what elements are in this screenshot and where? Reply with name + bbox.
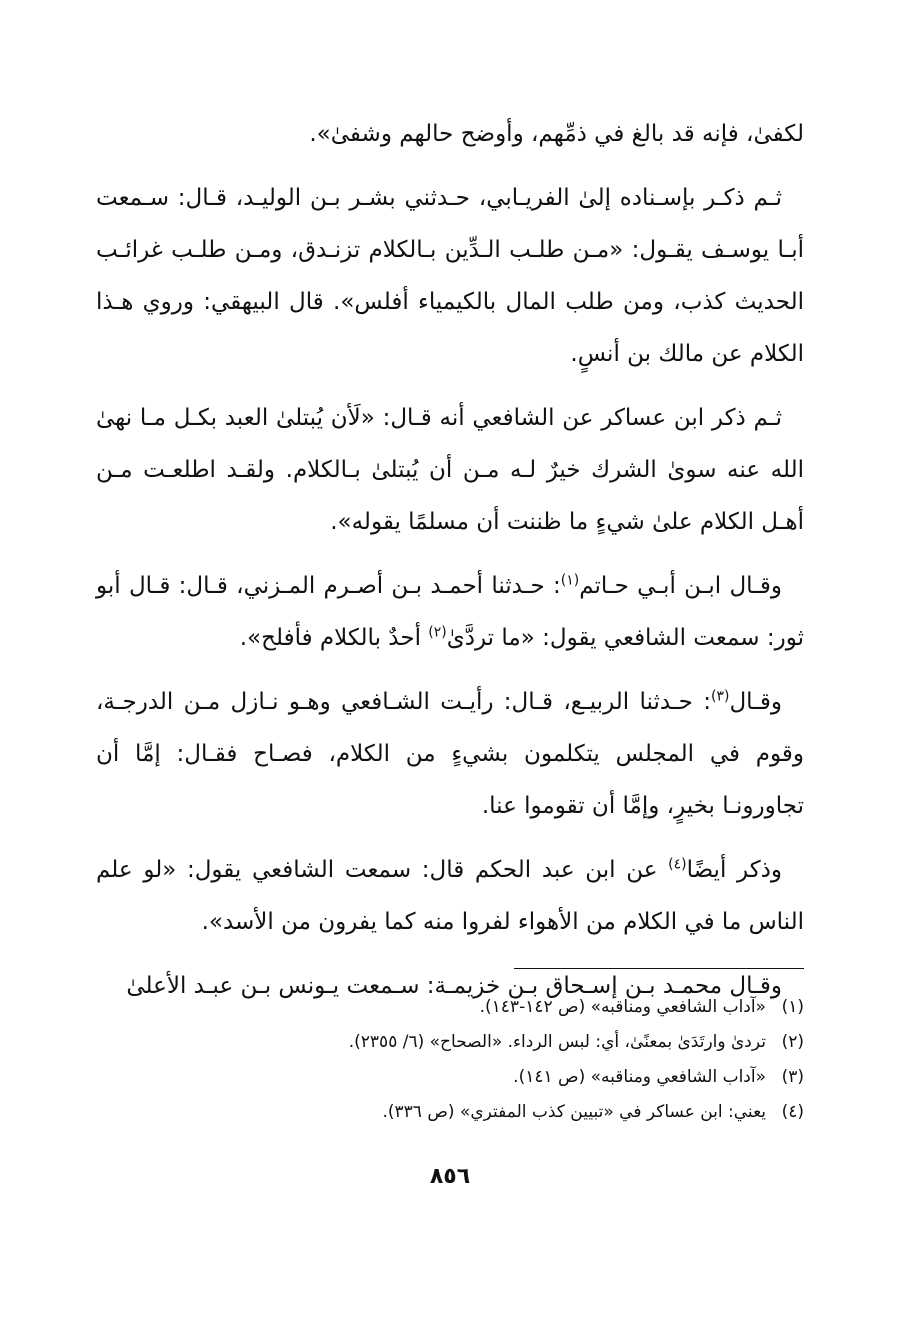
footnote-ref-1: (١): [560, 572, 580, 589]
footnote-3: [96, 1060, 804, 1095]
footnote-1: [96, 990, 804, 1025]
footnote-divider: [514, 968, 804, 969]
footnote-2: [96, 1025, 804, 1060]
page-number: ٨٥٦: [429, 1164, 471, 1189]
main-text: [96, 108, 804, 1024]
footnotes: [96, 990, 804, 1130]
paragraph-5-text-a: وقـال: [729, 689, 782, 715]
footnote-text: «آداب الشافعي ومناقبه» (ص ١٤٢-١٤٣).: [479, 997, 766, 1017]
footnote-ref-3: (٣): [710, 688, 730, 705]
paragraph-3: ثـم ذكر ابن عساكر عن الشافعي أنه قـال: «لَأن يُبتلىٰ العبد بكـل مـا نهىٰ الله عنه سوىٰ الشرك خيرٌ لـه مـن أن يُبتلىٰ بـالكلام. ولقـد اطلعـت مـن أهـل الكلام علىٰ شيءٍ ما ظننت أن مسلمًا يقوله».: [96, 405, 804, 535]
paragraph-4: [96, 560, 804, 664]
footnote-number: (٣): [781, 1067, 804, 1087]
paragraph-4-text-a: وقـال ابـن أبـي حـاتم: [579, 573, 782, 599]
paragraph-5: [96, 676, 804, 832]
footnote-number: (٤): [781, 1102, 804, 1122]
paragraph-1: لكفىٰ، فإنه قد بالغ في ذمِّهم، وأوضح حالهم وشفىٰ».: [309, 121, 804, 147]
footnote-text: «آداب الشافعي ومناقبه» (ص ١٤١).: [513, 1067, 766, 1087]
paragraph-6-text-a: وذكر أيضًا: [686, 857, 782, 883]
paragraph-4-text-b: : حـدثنا أحمـد بـن أصـرم المـزني، قـال: قـال أبو ثور: سمعت الشافعي يقول: «ما تردَّىٰ: [96, 573, 804, 651]
paragraph-4-text-c: أحدٌ بالكلام فأفلح».: [239, 625, 429, 651]
footnote-ref-4: (٤): [668, 856, 687, 873]
footnote-4: [96, 1095, 804, 1130]
footnote-number: (٢): [781, 1032, 804, 1052]
footnote-text: تردىٰ وارتَدَىٰ بمعنًىٰ، أي: لبس الرداء. «الصحاح» (٦/ ٢٣٥٥).: [348, 1032, 766, 1052]
paragraph-2: ثـم ذكـر بإسـناده إلىٰ الفريـابي، حـدثني بشـر بـن الوليـد، قـال: سـمعت أبـا يوسـف يقـول: «مـن طلـب الـدِّين بـالكلام تزنـدق، ومـن طلـب غرائـب الحديث كذب، ومن طلب المال بالكيمياء أفلس». قال البيهقي: وروي هـذا الكلام عن مالك بن أنسٍ.: [96, 185, 804, 367]
footnote-number: (١): [781, 997, 804, 1017]
footnote-text: يعني: ابن عساكر في «تبيين كذب المفتري» (ص ٣٣٦).: [382, 1102, 766, 1122]
paragraph-6: [96, 844, 804, 948]
paragraph-6-text-b: عن ابن عبد الحكم قال: سمعت الشافعي يقول: «لو علم الناس ما في الكلام من الأهواء لفروا منه كما يفرون من الأسد».: [96, 857, 804, 935]
paragraph-5-text-b: : حـدثنا الربيـع، قـال: رأيـت الشـافعي وهـو نـازل مـن الدرجـة، وقوم في المجلس يتكلمون بشيءٍ من الكلام، فصـاح فقـال: إمَّا أن تجاورونـا بخيرٍ، وإمَّا أن تقوموا عنا.: [96, 689, 804, 819]
paragraph-7: وقـال محمـد بـن إسـحاق بـن خزيمـة: سـمعت يـونس بـن عبـد الأعلىٰ: [126, 973, 782, 999]
footnote-ref-2: (٢): [428, 624, 447, 641]
